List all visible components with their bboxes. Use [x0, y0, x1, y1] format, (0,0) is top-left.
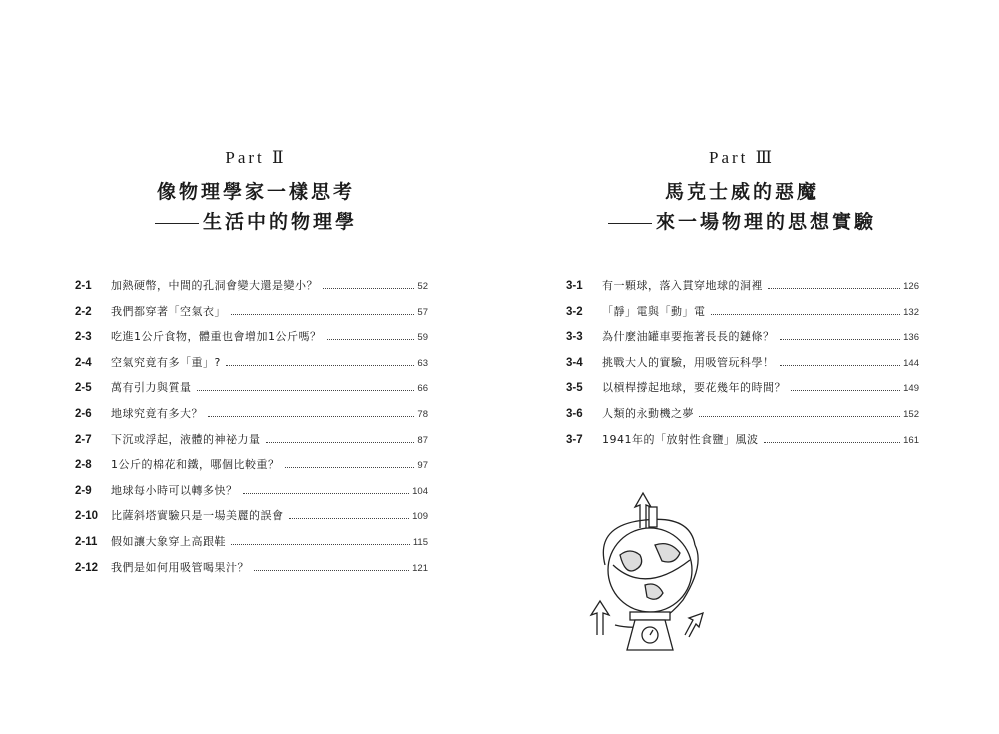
toc-entry[interactable]	[75, 482, 428, 508]
dot-leader	[254, 570, 409, 571]
dot-leader	[197, 390, 415, 391]
dot-leader	[231, 314, 414, 315]
chapter-title: 我們是如何用吸管喝果汁？	[111, 560, 249, 574]
dot-leader	[226, 365, 415, 366]
toc-list	[75, 277, 428, 584]
em-dash	[155, 223, 199, 224]
chapter-title: 加熱硬幣，中間的孔洞會變大還是變小？	[111, 279, 318, 292]
chapter-title: 1公斤的棉花和鐵，哪個比較重？	[111, 458, 280, 472]
dot-leader	[323, 288, 414, 289]
part-title: 像物理學家一樣思考	[156, 181, 355, 203]
page-number: 57	[417, 306, 428, 318]
page-number: 161	[903, 434, 919, 446]
toc-entry[interactable]	[75, 431, 428, 457]
dot-leader	[266, 442, 415, 443]
toc-entry[interactable]	[75, 507, 428, 533]
chapter-title: 萬有引力與質量	[111, 381, 192, 395]
chapter-title: 地球究竟有多大？	[111, 406, 203, 420]
chapter-number: 2-3	[75, 331, 92, 344]
chapter-title: 比薩斜塔實驗只是一場美麗的誤會	[111, 509, 284, 523]
dot-leader	[327, 339, 415, 340]
chapter-number: 3-4	[566, 356, 583, 369]
page-number: 59	[417, 332, 428, 344]
page-number: 104	[412, 485, 428, 497]
page-number: 115	[412, 536, 428, 548]
toc-entry[interactable]	[566, 354, 919, 380]
part-label: Part Ⅱ	[225, 148, 287, 167]
chapter-number: 3-1	[566, 280, 583, 292]
page-number: 66	[417, 383, 428, 395]
chapter-title: 我們都穿著「空氣衣」	[111, 304, 226, 318]
toc-entry[interactable]	[566, 431, 919, 457]
toc-list	[566, 277, 919, 456]
chapter-title: 挑戰大人的實驗，用吸管玩科學！	[602, 355, 775, 369]
chapter-number: 3-5	[566, 382, 583, 395]
page-number: 63	[417, 357, 428, 369]
chapter-number: 3-3	[566, 331, 583, 344]
dot-leader	[243, 493, 410, 494]
chapter-number: 3-6	[566, 407, 583, 420]
toc-entry[interactable]	[75, 328, 428, 354]
chapter-title: 地球每小時可以轉多快？	[111, 483, 238, 497]
chapter-title: 有一顆球，落入貫穿地球的洞裡	[602, 279, 763, 292]
dot-leader	[699, 416, 900, 417]
chapter-number: 2-9	[75, 484, 92, 497]
page-number: 152	[903, 408, 919, 420]
toc-entry[interactable]	[566, 303, 919, 329]
page-number: 87	[417, 434, 428, 446]
page-number: 52	[417, 281, 428, 292]
dot-leader	[208, 416, 414, 417]
page-number: 132	[903, 306, 919, 318]
toc-entry[interactable]	[75, 354, 428, 380]
globe-on-scale-illustration	[585, 485, 720, 655]
chapter-number: 3-7	[566, 433, 583, 446]
chapter-title: 空氣究竟有多「重」?	[111, 355, 221, 369]
chapter-number: 2-10	[75, 510, 99, 523]
chapter-title: 「靜」電與「動」電	[602, 304, 706, 318]
chapter-title: 吃進1公斤食物，體重也會增加1公斤嗎？	[111, 330, 322, 344]
dot-leader	[768, 288, 900, 289]
chapter-title: 下沉或浮起，液體的神祕力量	[111, 432, 261, 446]
dot-leader	[764, 442, 901, 443]
chapter-number: 2-4	[75, 356, 92, 369]
chapter-number: 3-2	[566, 305, 583, 318]
chapter-title: 人類的永動機之夢	[602, 406, 694, 420]
chapter-number: 2-5	[75, 382, 92, 395]
chapter-number: 2-2	[75, 305, 92, 318]
page-number: 121	[412, 562, 428, 574]
em-dash	[608, 223, 652, 224]
toc-entry[interactable]	[566, 328, 919, 354]
part-label: Part Ⅲ	[708, 148, 776, 167]
chapter-title: 假如讓大象穿上高跟鞋	[111, 534, 226, 548]
toc-entry[interactable]	[75, 379, 428, 405]
chapter-title: 以槓桿撐起地球，要花幾年的時間？	[602, 381, 786, 395]
part-subtitle-line	[542, 207, 942, 234]
dot-leader	[231, 544, 410, 545]
toc-entry[interactable]	[566, 405, 919, 431]
chapter-number: 2-8	[75, 459, 92, 472]
toc-entry[interactable]	[75, 303, 428, 329]
toc-entry[interactable]	[75, 405, 428, 431]
page-number: 149	[903, 383, 919, 395]
dot-leader	[289, 518, 410, 519]
page-number: 144	[903, 357, 919, 369]
dot-leader	[285, 467, 415, 468]
part-title: 馬克士威的惡魔	[664, 181, 819, 203]
toc-entry[interactable]	[566, 277, 919, 303]
chapter-number: 2-1	[75, 280, 92, 292]
chapter-number: 2-11	[75, 535, 98, 548]
page-number: 97	[417, 460, 428, 472]
dot-leader	[780, 339, 901, 340]
part-subtitle: 來一場物理的思想實驗	[655, 211, 876, 233]
dot-leader	[780, 365, 901, 366]
dot-leader	[711, 314, 901, 315]
part-subtitle: 生活中的物理學	[202, 211, 357, 233]
chapter-title: 1941年的「放射性食鹽」風波	[602, 432, 759, 446]
toc-entry[interactable]	[75, 533, 428, 559]
toc-entry[interactable]	[75, 277, 428, 303]
toc-entry[interactable]	[566, 379, 919, 405]
chapter-number: 2-7	[75, 433, 92, 446]
toc-entry[interactable]	[75, 559, 428, 585]
chapter-number: 2-12	[75, 561, 99, 574]
toc-entry[interactable]	[75, 456, 428, 482]
part-subtitle-line	[73, 207, 439, 234]
page-number: 136	[903, 332, 919, 344]
page-number: 78	[417, 408, 428, 420]
chapter-title: 為什麼油罐車要拖著長長的鏈條？	[602, 330, 775, 344]
chapter-number: 2-6	[75, 407, 92, 420]
page-number: 126	[903, 281, 919, 292]
dot-leader	[791, 390, 900, 391]
page-number: 109	[412, 511, 428, 523]
